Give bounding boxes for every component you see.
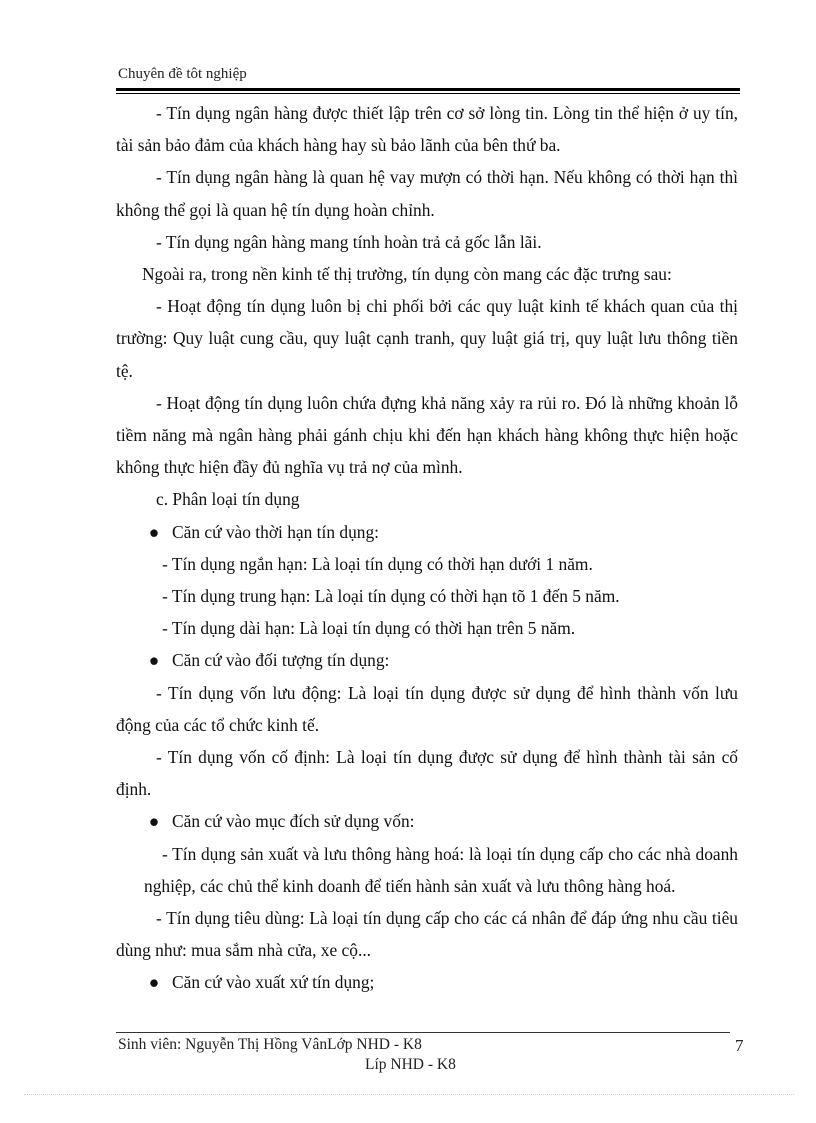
paragraph-working-capital: - Tín dụng vốn lưu động: Là loại tín dụng được sử dụng để hình thành vốn lưu động của các tổ chức kinh tế. [116, 682, 738, 735]
paragraph-economic-laws: - Hoạt động tín dụng luôn bị chi phối bởi các quy luật kinh tế khách quan của thị trường: Quy luật cung cầu, quy luật cạnh tranh, quy luật giá trị, quy luật lưu thông tiền tệ. [116, 296, 738, 381]
bullet-item [116, 805, 738, 837]
page-header-title: Chuyên đề tôt nghiệp [118, 66, 247, 82]
document-body [116, 97, 738, 999]
bullet-text: Căn cứ vào thời hạn tín dụng: [172, 521, 379, 542]
list-item: - Tín dụng ngắn hạn: Là loại tín dụng có thời hạn dưới 1 năm. [162, 553, 593, 574]
section-heading-classification: c. Phân loại tín dụng [156, 489, 300, 510]
paragraph-consumer-credit: - Tín dụng tiêu dùng: Là loại tín dụng cấp cho các cá nhân để đáp ứng nhu cầu tiêu dùng như: mua sắm nhà cửa, xe cộ... [116, 908, 738, 961]
bullet-dot-icon: ● [148, 521, 160, 542]
page-separator [24, 1094, 794, 1095]
list-item: - Tín dụng trung hạn: Là loại tín dụng có thời hạn tõ 1 đến 5 năm. [162, 586, 620, 607]
bullet-dot-icon: ● [148, 972, 160, 993]
bullet-item [116, 966, 738, 998]
bullet-text: Căn cứ vào xuất xứ tín dụng; [172, 972, 375, 993]
bullet-item [116, 644, 738, 676]
bullet-item [116, 516, 738, 548]
paragraph-production-credit: - Tín dụng sản xuất và lưu thông hàng hoá: là loại tín dụng cấp cho các nhà doanh nghiệp, các chủ thể kinh doanh để tiến hành sản xuất và lưu thông hàng hoá. [144, 843, 738, 896]
bullet-text: Căn cứ vào đối tượng tín dụng: [172, 650, 390, 671]
paragraph-term: - Tín dụng ngân hàng là quan hệ vay mượn có thời hạn. Nếu không có thời hạn thì không thể gọi là quan hệ tín dụng hoàn chỉnh. [116, 167, 738, 220]
bullet-dot-icon: ● [148, 650, 160, 671]
paragraph-repayment: - Tín dụng ngân hàng mang tính hoàn trả cả gốc lẫn lãi. [156, 231, 542, 252]
header-rule-thick [116, 88, 740, 91]
paragraph-market-features: Ngoài ra, trong nền kinh tế thị trường, tín dụng còn mang các đặc trưng sau: [142, 264, 672, 285]
paragraph-risk: - Hoạt động tín dụng luôn chứa đựng khả năng xảy ra rủi ro. Đó là những khoản lỗ tiềm năng mà ngân hàng phải gánh chịu khi đến hạn khách hàng không thực hiện hoặc không thực hiện đầy đủ nghĩa vụ trả nợ của mình. [116, 392, 738, 478]
footer-rule [116, 1032, 730, 1033]
header-rule-thin [116, 93, 740, 94]
footer-student-info: Sinh viên: Nguyễn Thị Hồng VânLớp NHD - K8 [118, 1036, 422, 1053]
page-number: 7 [735, 1036, 744, 1055]
bullet-text: Căn cứ vào mục đích sử dụng vốn: [172, 811, 415, 832]
paragraph-fixed-capital: - Tín dụng vốn cố định: Là loại tín dụng được sử dụng để hình thành tài sản cố định. [116, 747, 738, 800]
list-item: - Tín dụng dài hạn: Là loại tín dụng có thời hạn trên 5 năm. [162, 618, 576, 639]
paragraph-trust: - Tín dụng ngân hàng được thiết lập trên cơ sở lòng tin. Lòng tin thể hiện ở uy tín, tài sản bảo đảm của khách hàng hay sù bảo lãnh của bên thứ ba. [116, 103, 738, 156]
bullet-dot-icon: ● [148, 811, 160, 832]
footer-class-info: Líp NHD - K8 [365, 1056, 456, 1073]
